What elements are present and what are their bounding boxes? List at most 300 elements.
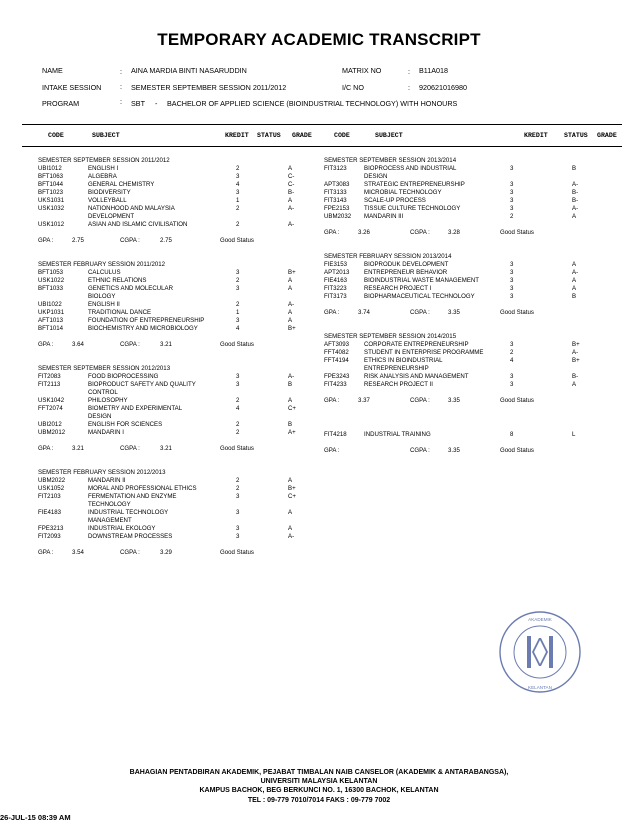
program-value: BACHELOR OF APPLIED SCIENCE (BIOINDUSTRIAL TECHNOLOGY) WITH HONOURS — [167, 99, 458, 108]
course-code: APT2013 — [324, 269, 350, 276]
course-grade: A — [288, 285, 293, 292]
course-row — [324, 269, 624, 277]
course-grade: C- — [288, 181, 295, 188]
gpa-label: GPA : — [38, 445, 54, 452]
course-grade: C+ — [288, 493, 296, 500]
svg-text:AKADEMIK: AKADEMIK — [528, 617, 552, 622]
footer-line: KAMPUS BACHOK, BEG BERKUNCI NO. 1, 16300 BACHOK, KELANTAN — [199, 787, 439, 795]
header-kredit: KREDIT — [225, 132, 249, 139]
academic-status: Good Status — [500, 447, 534, 454]
course-row — [38, 397, 314, 405]
gpa-label: GPA : — [324, 309, 340, 316]
course-credit: 3 — [510, 277, 514, 284]
semester-block — [38, 365, 314, 453]
course-code: FIT2093 — [38, 533, 61, 540]
course-grade: A — [572, 261, 577, 268]
course-credit: 3 — [236, 509, 240, 516]
course-credit: 3 — [510, 181, 514, 188]
academic-status: Good Status — [220, 549, 254, 556]
course-subject: SCALE-UP PROCESS — [364, 197, 426, 204]
course-subject: BIOINDUSTRIAL WASTE MANAGEMENT — [364, 277, 480, 284]
course-code: BFT1063 — [38, 173, 64, 180]
course-grade: C- — [288, 173, 295, 180]
course-row — [38, 485, 314, 493]
header-status: STATUS — [257, 132, 281, 139]
course-subject: DEVELOPMENT — [88, 213, 135, 220]
header-code: CODE — [48, 132, 64, 139]
semester-title: SEMESTER FEBRUARY SESSION 2011/2012 — [38, 261, 166, 268]
semester-title: SEMESTER SEPTEMBER SESSION 2013/2014 — [324, 157, 457, 164]
course-code: UKS1031 — [38, 197, 65, 204]
course-row — [324, 165, 624, 173]
course-code: AFT3093 — [324, 341, 350, 348]
course-credit: 2 — [236, 277, 240, 284]
course-subject: INDUSTRIAL EKOLOGY — [88, 525, 156, 532]
gpa-value: 3.54 — [72, 549, 84, 556]
page-title: TEMPORARY ACADEMIC TRANSCRIPT — [157, 30, 481, 49]
course-credit: 2 — [236, 205, 240, 212]
course-subject: ENTREPRENEURSHIP — [364, 365, 429, 372]
academic-status: Good Status — [220, 341, 254, 348]
course-subject: CALCULUS — [88, 269, 121, 276]
course-subject: FERMENTATION AND ENZYME — [88, 493, 177, 500]
course-grade: A+ — [288, 429, 296, 436]
course-row — [38, 165, 314, 173]
course-subject: CORPORATE ENTREPRENEURSHIP — [364, 341, 469, 348]
gpa-row — [324, 229, 624, 237]
header-subject: SUBJECT — [92, 132, 120, 139]
course-grade: B- — [572, 197, 579, 204]
course-row-continued — [324, 173, 624, 181]
course-grade: L — [572, 431, 576, 438]
course-row — [38, 181, 314, 189]
header-grade: GRADE — [292, 132, 312, 139]
course-subject: TISSUE CULTURE TECHNOLOGY — [364, 205, 461, 212]
course-code: BFT1053 — [38, 269, 64, 276]
course-grade: B- — [572, 189, 579, 196]
course-credit: 4 — [236, 181, 240, 188]
course-credit: 4 — [236, 325, 240, 332]
course-row — [38, 381, 314, 389]
course-subject: PHILOSOPHY — [88, 397, 128, 404]
program-code: SBT — [131, 99, 145, 108]
course-row — [324, 349, 624, 357]
course-subject: ETHNIC RELATIONS — [88, 277, 147, 284]
colon: : — [120, 97, 122, 106]
course-credit: 1 — [236, 309, 240, 316]
course-row-continued — [38, 413, 314, 421]
gpa-value: 3.21 — [72, 445, 84, 452]
course-row — [324, 285, 624, 293]
course-row — [38, 533, 314, 541]
ic-label: I/C NO — [342, 83, 364, 92]
course-subject: FOUNDATION OF ENTREPRENEURSHIP — [88, 317, 205, 324]
gpa-row — [324, 447, 624, 455]
course-grade: A — [572, 277, 577, 284]
course-code: FIT3173 — [324, 293, 347, 300]
course-grade: A — [288, 525, 293, 532]
footer-line: TEL : 09-779 7010/7014 FAKS : 09-779 7002 — [247, 796, 391, 804]
academic-status: Good Status — [500, 229, 534, 236]
course-row — [38, 525, 314, 533]
university-seal-icon — [498, 610, 582, 694]
cgpa-label: CGPA : — [120, 341, 140, 348]
course-subject: BIOPRODUK DEVELOPMENT — [364, 261, 449, 268]
colon: : — [120, 82, 122, 91]
ic-value: 920621016980 — [419, 83, 467, 92]
semester-title: SEMESTER FEBRUARY SESSION 2012/2013 — [38, 469, 166, 476]
course-row — [38, 269, 314, 277]
academic-status: Good Status — [500, 397, 534, 404]
course-grade: B- — [572, 373, 579, 380]
course-row — [38, 325, 314, 333]
course-row — [324, 189, 624, 197]
course-row-continued — [38, 501, 314, 509]
course-credit: 3 — [236, 381, 240, 388]
course-credit: 3 — [510, 285, 514, 292]
course-credit: 2 — [236, 397, 240, 404]
colon: : — [408, 83, 410, 92]
footer-line: UNIVERSITI MALAYSIA KELANTAN — [260, 778, 378, 786]
header-subject: SUBJECT — [375, 132, 403, 139]
session-value: SEMESTER SEPTEMBER SESSION 2011/2012 — [131, 83, 287, 92]
colon: : — [408, 67, 410, 76]
course-code: BFT1014 — [38, 325, 64, 332]
course-row — [38, 301, 314, 309]
course-subject: GENERAL CHEMISTRY — [88, 181, 155, 188]
course-credit: 4 — [510, 357, 514, 364]
course-grade: A- — [288, 533, 295, 540]
semester-title: SEMESTER SEPTEMBER SESSION 2012/2013 — [38, 365, 171, 372]
course-subject: DOWNSTREAM PROCESSES — [88, 533, 173, 540]
course-credit: 3 — [510, 165, 514, 172]
course-row — [38, 373, 314, 381]
cgpa-label: CGPA : — [410, 397, 430, 404]
course-credit: 3 — [510, 269, 514, 276]
course-subject: MANDARIN III — [364, 213, 404, 220]
course-grade: A- — [572, 349, 579, 356]
course-code: FIE4183 — [38, 509, 62, 516]
course-subject: TECHNOLOGY — [88, 501, 131, 508]
course-row — [38, 277, 314, 285]
course-row — [38, 221, 314, 229]
header-kredit: KREDIT — [524, 132, 548, 139]
gpa-value: 3.74 — [358, 309, 370, 316]
course-credit: 3 — [236, 285, 240, 292]
course-credit: 3 — [236, 189, 240, 196]
header-status: STATUS — [564, 132, 588, 139]
gpa-value: 3.64 — [72, 341, 84, 348]
name-value: AINA MARDIA BINTI NASARUDDIN — [131, 66, 247, 75]
course-row — [324, 341, 624, 349]
academic-status: Good Status — [220, 445, 254, 452]
footer-address — [0, 768, 638, 805]
cgpa-value: 3.35 — [448, 397, 460, 404]
course-subject: NATIONHOOD AND MALAYSIA — [88, 205, 175, 212]
cgpa-value: 3.35 — [448, 447, 460, 454]
course-grade: A- — [288, 301, 295, 308]
course-grade: B — [572, 165, 577, 172]
course-row — [38, 173, 314, 181]
course-subject: STUDENT IN ENTERPRISE PROGRAMME — [364, 349, 484, 356]
course-grade: A- — [572, 269, 579, 276]
header-rule-bottom — [22, 146, 622, 147]
semester-block — [38, 469, 314, 557]
session-label: INTAKE SESSION — [42, 83, 102, 92]
course-subject: BIODIVERSITY — [88, 189, 131, 196]
program-label: PROGRAM — [42, 99, 80, 108]
gpa-value: 3.26 — [358, 229, 370, 236]
course-credit: 2 — [236, 421, 240, 428]
course-subject: BIOCHEMISTRY AND MICROBIOLOGY — [88, 325, 198, 332]
matrix-label: MATRIX NO — [342, 66, 382, 75]
course-subject: TRADITIONAL DANCE — [88, 309, 152, 316]
course-subject: MICROBIAL TECHNOLOGY — [364, 189, 442, 196]
course-subject: MANAGEMENT — [88, 517, 132, 524]
course-credit: 3 — [236, 525, 240, 532]
gpa-value: 3.37 — [358, 397, 370, 404]
spacer — [38, 437, 314, 445]
course-code: USK1012 — [38, 221, 65, 228]
course-subject: BIOLOGY — [88, 293, 116, 300]
course-code: UKP1031 — [38, 309, 65, 316]
course-row — [38, 405, 314, 413]
course-row — [38, 429, 314, 437]
cgpa-value: 3.29 — [160, 549, 172, 556]
course-code: AFT1013 — [38, 317, 64, 324]
course-row — [38, 285, 314, 293]
header-rule-top — [22, 124, 622, 125]
course-credit: 4 — [236, 405, 240, 412]
semester-block — [324, 157, 624, 237]
course-grade: A- — [288, 373, 295, 380]
course-credit: 3 — [510, 261, 514, 268]
course-grade: A — [572, 381, 577, 388]
cgpa-label: CGPA : — [410, 309, 430, 316]
course-grade: B+ — [572, 357, 580, 364]
semester-block — [38, 157, 314, 245]
header-code: CODE — [334, 132, 350, 139]
spacer — [324, 439, 624, 447]
course-code: FIT4233 — [324, 381, 347, 388]
semester-title: SEMESTER FEBRUARY SESSION 2013/2014 — [324, 253, 452, 260]
matrix-value: B11A018 — [419, 66, 449, 75]
course-code: FIT2083 — [38, 373, 61, 380]
course-grade: A — [288, 197, 293, 204]
course-subject: ALGEBRA — [88, 173, 117, 180]
course-subject: BIOMETRY AND EXPERIMENTAL — [88, 405, 183, 412]
semester-block — [324, 333, 624, 405]
course-credit: 3 — [236, 373, 240, 380]
course-credit: 8 — [510, 431, 514, 438]
cgpa-label: CGPA : — [120, 237, 140, 244]
course-row-continued — [324, 365, 624, 373]
cgpa-value: 3.21 — [160, 341, 172, 348]
course-code: FFT4194 — [324, 357, 349, 364]
course-subject: ETHICS IN BIOINDUSTRIAL — [364, 357, 443, 364]
course-grade: B- — [288, 189, 295, 196]
gpa-label: GPA : — [38, 237, 54, 244]
course-subject: BIOPHARMACEUTICAL TECHNOLOGY — [364, 293, 475, 300]
course-row — [38, 509, 314, 517]
course-row — [324, 357, 624, 365]
course-subject: ENGLISH FOR SCIENCES — [88, 421, 163, 428]
spacer — [38, 333, 314, 341]
course-code: UBI2012 — [38, 421, 62, 428]
course-subject: GENETICS AND MOLECULAR — [88, 285, 173, 292]
gpa-row — [324, 397, 624, 405]
footer-line: BAHAGIAN PENTADBIRAN AKADEMIK, PEJABAT TIMBALAN NAIB CANSELOR (AKADEMIK & ANTARABANGSA), — [129, 769, 509, 776]
course-grade: A — [288, 397, 293, 404]
course-credit: 2 — [236, 485, 240, 492]
course-row — [324, 277, 624, 285]
course-credit: 2 — [510, 349, 514, 356]
course-subject: ASIAN AND ISLAMIC CIVILISATION — [88, 221, 188, 228]
course-credit: 3 — [510, 189, 514, 196]
course-row — [324, 197, 624, 205]
svg-text:KELANTAN: KELANTAN — [528, 685, 552, 690]
course-grade: A — [288, 165, 293, 172]
course-code: FIT2113 — [38, 381, 61, 388]
course-subject: RISK ANALYSIS AND MANAGEMENT — [364, 373, 469, 380]
course-code: FIT3223 — [324, 285, 347, 292]
course-grade: B+ — [572, 341, 580, 348]
course-code: FIE3153 — [324, 261, 348, 268]
course-row — [38, 493, 314, 501]
course-credit: 3 — [510, 293, 514, 300]
course-row — [324, 205, 624, 213]
course-code: FIT4218 — [324, 431, 347, 438]
course-code: FPE3213 — [38, 525, 64, 532]
gpa-label: GPA : — [324, 229, 340, 236]
course-code: APT3083 — [324, 181, 350, 188]
course-code: FIT3133 — [324, 189, 347, 196]
course-subject: ENGLISH I — [88, 165, 119, 172]
gpa-row — [38, 341, 314, 349]
spacer — [324, 423, 624, 431]
course-subject: ENTREPRENEUR BEHAVIOR — [364, 269, 448, 276]
course-credit: 2 — [236, 477, 240, 484]
course-row — [324, 373, 624, 381]
course-grade: A — [572, 285, 577, 292]
course-code: BFT1033 — [38, 285, 64, 292]
academic-status: Good Status — [220, 237, 254, 244]
course-credit: 3 — [510, 373, 514, 380]
gpa-row — [38, 445, 314, 453]
course-row — [324, 381, 624, 389]
course-grade: A — [288, 317, 293, 324]
course-code: UBM2032 — [324, 213, 352, 220]
course-credit: 3 — [236, 317, 240, 324]
cgpa-label: CGPA : — [410, 447, 430, 454]
cgpa-label: CGPA : — [120, 549, 140, 556]
course-code: FFT2074 — [38, 405, 63, 412]
course-code: FFT4082 — [324, 349, 349, 356]
spacer — [38, 541, 314, 549]
course-subject: CONTROL — [88, 389, 118, 396]
course-code: FPE2153 — [324, 205, 350, 212]
spacer — [38, 229, 314, 237]
course-row — [38, 205, 314, 213]
gpa-row — [324, 309, 624, 317]
course-code: FIE4163 — [324, 277, 348, 284]
course-credit: 3 — [236, 533, 240, 540]
colon: : — [120, 67, 122, 76]
cgpa-value: 3.28 — [448, 229, 460, 236]
gpa-label: GPA : — [324, 397, 340, 404]
course-grade: A — [288, 277, 293, 284]
semester-block — [324, 253, 624, 317]
semester-title: SEMESTER SEPTEMBER SESSION 2014/2015 — [324, 333, 457, 340]
course-row — [38, 477, 314, 485]
course-credit: 2 — [236, 221, 240, 228]
course-credit: 3 — [510, 341, 514, 348]
course-code: FIT3143 — [324, 197, 347, 204]
course-code: UBM2012 — [38, 429, 66, 436]
gpa-label: GPA : — [38, 549, 54, 556]
spacer — [324, 389, 624, 397]
course-credit: 3 — [510, 381, 514, 388]
course-subject: STRATEGIC ENTREPRENEURSHIP — [364, 181, 465, 188]
course-subject: DESIGN — [364, 173, 388, 180]
gpa-row — [38, 549, 314, 557]
course-row — [324, 293, 624, 301]
course-row-continued — [38, 293, 314, 301]
cgpa-value: 2.75 — [160, 237, 172, 244]
course-row-continued — [38, 389, 314, 397]
course-credit: 2 — [236, 165, 240, 172]
course-credit: 3 — [236, 173, 240, 180]
course-row — [38, 309, 314, 317]
course-subject: ENGLISH II — [88, 301, 120, 308]
course-code: USK1032 — [38, 205, 65, 212]
course-subject: FOOD BIOPROCESSING — [88, 373, 159, 380]
semester-block — [324, 423, 624, 455]
course-code: BFT1023 — [38, 189, 64, 196]
course-code: USK1042 — [38, 397, 65, 404]
course-row — [38, 421, 314, 429]
course-grade: C+ — [288, 405, 296, 412]
course-subject: MANDARIN II — [88, 477, 126, 484]
course-row-continued — [38, 213, 314, 221]
course-credit: 3 — [510, 197, 514, 204]
course-subject: VOLLEYBALL — [88, 197, 127, 204]
semester-block — [38, 261, 314, 349]
course-subject: MORAL AND PROFESSIONAL ETHICS — [88, 485, 197, 492]
course-grade: A — [288, 309, 293, 316]
course-subject: INDUSTRIAL TRAINING — [364, 431, 431, 438]
course-grade: A- — [572, 181, 579, 188]
course-credit: 3 — [236, 269, 240, 276]
course-row — [324, 181, 624, 189]
gpa-value: 2.75 — [72, 237, 84, 244]
course-grade: A — [288, 477, 293, 484]
course-row — [324, 261, 624, 269]
gpa-label: GPA : — [38, 341, 54, 348]
print-timestamp: 26-JUL-15 08:39 AM — [0, 813, 71, 822]
course-credit: 1 — [236, 197, 240, 204]
course-grade: B — [288, 421, 293, 428]
course-subject: BIOPROCESS AND INDUSTRIAL — [364, 165, 457, 172]
course-code: USK1022 — [38, 277, 65, 284]
course-subject: DESIGN — [88, 413, 112, 420]
course-grade: A — [572, 213, 577, 220]
course-credit: 3 — [236, 493, 240, 500]
course-subject: RESEARCH PROJECT I — [364, 285, 432, 292]
course-credit: 2 — [510, 213, 514, 220]
course-code: BFT1044 — [38, 181, 64, 188]
spacer — [324, 221, 624, 229]
